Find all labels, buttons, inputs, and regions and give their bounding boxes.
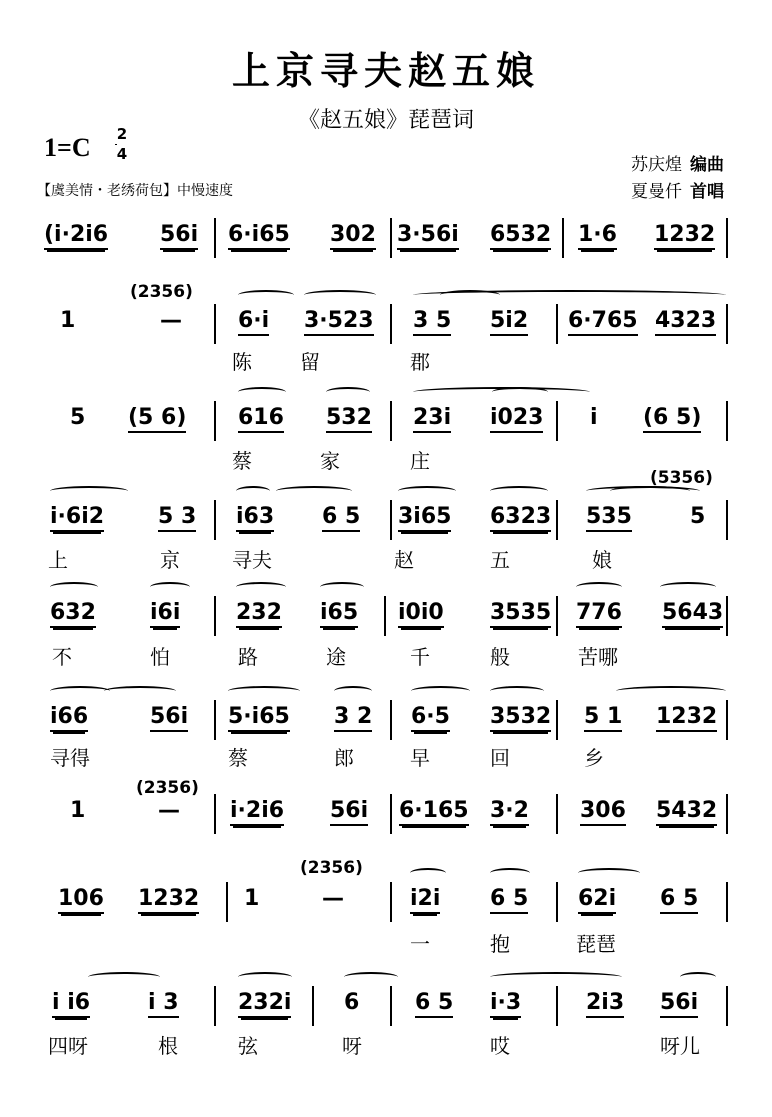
note-group: 6·765 [568, 308, 638, 336]
slur [304, 290, 376, 300]
lyric: 陈 [232, 350, 252, 374]
barline [726, 700, 728, 740]
note-group: i [590, 405, 598, 430]
note-group: — [322, 886, 344, 911]
note-group: (6 5) [643, 405, 701, 433]
note-group: i6i [150, 600, 180, 628]
credit-name: 苏庆煌 [631, 155, 682, 175]
credit-singer [631, 177, 724, 202]
barline [726, 401, 728, 441]
lyric: 根 [158, 1034, 178, 1058]
note-group: 6 5 [660, 886, 698, 914]
lyric: 弦 [238, 1034, 258, 1058]
note-group: 56i [660, 990, 698, 1018]
lyric: 路 [238, 645, 258, 669]
note-group: i0i0 [398, 600, 444, 628]
slur [344, 972, 398, 982]
lyric: 郎 [334, 746, 354, 770]
note-group: 232i [238, 990, 291, 1018]
note-group: 1232 [138, 886, 199, 914]
barline [726, 500, 728, 540]
note-group: 6·165 [399, 798, 469, 826]
barline [556, 700, 558, 740]
note-group: 6·i [238, 308, 269, 336]
lyric: 四呀 [48, 1034, 88, 1058]
note-group: 5432 [656, 798, 717, 826]
barline [556, 596, 558, 636]
lyric: 赵 [394, 548, 414, 572]
slur [411, 686, 470, 696]
note-group: 532 [326, 405, 372, 433]
note-group: 5643 [662, 600, 723, 628]
slur [236, 582, 286, 592]
slur [490, 486, 548, 496]
lyric: 留 [300, 350, 320, 374]
page-title: 上京寻夫赵五娘 [231, 49, 540, 93]
note-group: i·6i2 [50, 504, 104, 532]
barline [726, 596, 728, 636]
barline [214, 986, 216, 1026]
note-group: — [158, 798, 180, 823]
note-group: — [160, 308, 182, 333]
slur [660, 582, 716, 592]
note-group: 6 [344, 990, 360, 1015]
slur [238, 387, 286, 397]
lyric: 般 [490, 645, 510, 669]
credit-name: 夏曼仟 [631, 182, 682, 202]
lyric: 苦哪 [578, 645, 618, 669]
note-group: 5 1 [584, 704, 622, 732]
lyric: 蔡 [232, 449, 252, 473]
barline [726, 304, 728, 344]
slur [576, 582, 622, 592]
lyric: 郡 [410, 350, 430, 374]
slur [490, 972, 622, 982]
slur [490, 868, 530, 878]
note-group: 776 [576, 600, 622, 628]
barline [226, 882, 228, 922]
credit-role: 编曲 [690, 155, 724, 175]
barline [390, 794, 392, 834]
note-group: 306 [580, 798, 626, 826]
grace-parenthetical: (2356) [136, 778, 199, 798]
note-group: 4323 [655, 308, 716, 336]
slur [320, 582, 364, 592]
time-signature [115, 124, 129, 164]
note-group: 3·56i [397, 222, 459, 250]
barline [726, 218, 728, 258]
note-group: 1 [244, 886, 260, 911]
slur [680, 972, 716, 982]
slur [334, 686, 372, 696]
barline [390, 401, 392, 441]
barline [384, 596, 386, 636]
note-group: i 3 [148, 990, 179, 1018]
slur [150, 582, 190, 592]
slur [228, 686, 300, 696]
note-group: i023 [490, 405, 543, 433]
slur [610, 486, 690, 496]
grace-parenthetical: (2356) [130, 282, 193, 302]
barline [214, 401, 216, 441]
slur [398, 486, 456, 496]
note-group: i·2i6 [230, 798, 284, 826]
note-group: 2i3 [586, 990, 624, 1018]
slur [326, 387, 370, 397]
lyric: 五 [490, 548, 510, 572]
note-group: 616 [238, 405, 284, 433]
slur [276, 486, 352, 496]
barline [556, 986, 558, 1026]
note-group: 535 [586, 504, 632, 532]
lyric: 呀 [342, 1034, 362, 1058]
note-group: 6·i65 [228, 222, 290, 250]
lyric: 早 [410, 746, 430, 770]
slur [88, 972, 160, 982]
note-group: 1232 [656, 704, 717, 732]
barline [214, 218, 216, 258]
note-group: 1 [70, 798, 86, 823]
time-signature-bottom: 4 [116, 145, 128, 163]
key-signature: 1=C [44, 133, 91, 162]
note-group: 23i [413, 405, 451, 433]
note-group: 3532 [490, 704, 551, 732]
note-group: 56i [150, 704, 188, 732]
barline [312, 986, 314, 1026]
barline [390, 304, 392, 344]
slur [104, 686, 176, 696]
note-group: 6 5 [322, 504, 360, 532]
barline [562, 218, 564, 258]
note-group: 6·5 [411, 704, 450, 732]
lyric: 寻得 [50, 746, 90, 770]
barline [726, 882, 728, 922]
lyric: 千 [410, 645, 430, 669]
note-group: 302 [330, 222, 376, 250]
barline [556, 794, 558, 834]
slur [490, 686, 544, 696]
credit-role: 首唱 [690, 182, 724, 202]
credit-arranger [631, 150, 724, 175]
note-group: 5·i65 [228, 704, 290, 732]
lyric: 怕 [150, 645, 170, 669]
barline [390, 882, 392, 922]
slur [578, 868, 640, 878]
note-group: i i6 [52, 990, 90, 1018]
note-group: (5 6) [128, 405, 186, 433]
barline [556, 401, 558, 441]
note-group: 62i [578, 886, 616, 914]
note-group: 5 3 [158, 504, 196, 532]
note-group: 3i65 [398, 504, 451, 532]
note-group: 3 5 [413, 308, 451, 336]
lyric: 上 [48, 548, 68, 572]
lyric: 回 [490, 746, 510, 770]
lyric: 乡 [584, 746, 604, 770]
lyric: 不 [52, 645, 72, 669]
lyric: 抱 [490, 932, 510, 956]
note-group: 5i2 [490, 308, 528, 336]
slur [440, 290, 500, 300]
note-group: 56i [330, 798, 368, 826]
note-group: 3·2 [490, 798, 529, 826]
note-group: 6532 [490, 222, 551, 250]
barline [726, 986, 728, 1026]
lyric: 一 [410, 932, 430, 956]
note-group: 3535 [490, 600, 551, 628]
barline [556, 882, 558, 922]
grace-parenthetical: (5356) [650, 468, 713, 488]
slur [50, 486, 128, 496]
slur [50, 582, 98, 592]
note-group: 632 [50, 600, 96, 628]
note-group: i2i [410, 886, 440, 914]
barline [214, 794, 216, 834]
barline [390, 218, 392, 258]
note-group: i66 [50, 704, 88, 732]
subtitle: 《赵五娘》琵琶词 [297, 108, 474, 133]
slur [492, 387, 548, 397]
note-group: 1 [60, 308, 76, 333]
note-group: 5 [690, 504, 706, 529]
note-group: 1232 [654, 222, 715, 250]
lyric: 家 [320, 449, 340, 473]
slur [410, 868, 446, 878]
slur [616, 686, 726, 696]
barline [214, 500, 216, 540]
note-group: 5 [70, 405, 86, 430]
barline [214, 700, 216, 740]
lyric: 呀儿 [660, 1034, 700, 1058]
slur [238, 972, 292, 982]
barline [390, 700, 392, 740]
slur [50, 686, 110, 696]
tune-label: 【虞美情・老绣荷包】中慢速度 [37, 183, 233, 199]
note-group: 6 5 [490, 886, 528, 914]
barline [556, 500, 558, 540]
note-group: i63 [236, 504, 274, 532]
lyric: 寻夫 [232, 548, 272, 572]
barline [390, 500, 392, 540]
note-group: 1·6 [578, 222, 617, 250]
lyric: 琵琶 [576, 932, 616, 956]
note-group: 3 2 [334, 704, 372, 732]
note-group: i65 [320, 600, 358, 628]
slur [238, 290, 294, 300]
lyric: 京 [160, 548, 180, 572]
note-group: 56i [160, 222, 198, 250]
note-group: 6 5 [415, 990, 453, 1018]
note-group: 3·523 [304, 308, 374, 336]
lyric: 途 [326, 645, 346, 669]
grace-parenthetical: (2356) [300, 858, 363, 878]
lyric: 庄 [410, 449, 430, 473]
lyric: 哎 [490, 1034, 510, 1058]
note-group: 106 [58, 886, 104, 914]
time-signature-top: 2 [116, 125, 128, 143]
note-group: (i·2i6 [44, 222, 108, 250]
barline [390, 986, 392, 1026]
slur [236, 486, 270, 496]
barline [726, 794, 728, 834]
note-group: i·3 [490, 990, 521, 1018]
note-group: 232 [236, 600, 282, 628]
lyric: 娘 [592, 548, 612, 572]
barline [556, 304, 558, 344]
barline [214, 596, 216, 636]
note-group: 6323 [490, 504, 551, 532]
lyric: 蔡 [228, 746, 248, 770]
barline [214, 304, 216, 344]
